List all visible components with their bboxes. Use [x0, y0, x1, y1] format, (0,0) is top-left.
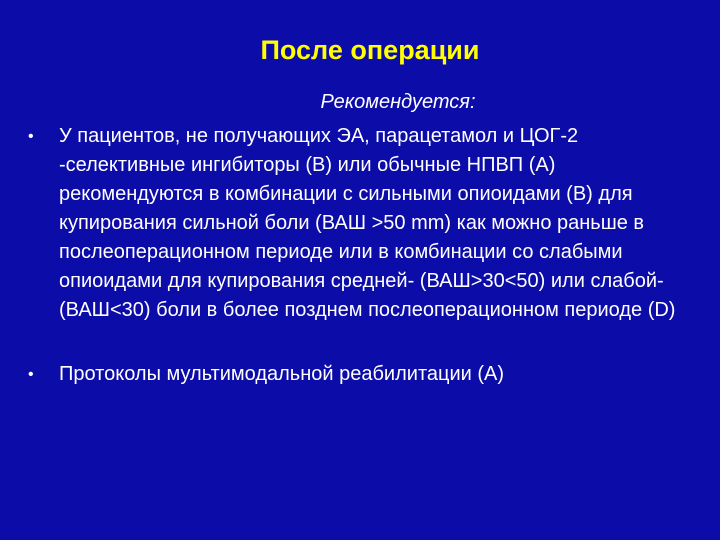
bullet-icon: •	[28, 366, 34, 383]
bullet-text: Протоколы мультимодальной реабилитации (A)	[59, 363, 505, 385]
slide-subtitle: Рекомендуется:	[320, 91, 476, 113]
bullet-item	[28, 122, 688, 325]
bullet-icon: •	[28, 128, 34, 145]
bullet-list	[28, 122, 688, 389]
slide-title: После операции	[260, 35, 480, 65]
bullet-text: У пациентов, не получающих ЭА, парацетамол и ЦОГ-2 -селективные ингибиторы (B) или обычные НПВП (A) рекомендуются в комбинации с сильными опиоидами (B) для купирования сильной боли (ВАШ >50 mm) как можно раньше в послеоперационном периоде или в комбинации со слабыми опиоидами для купирования средней- (ВАШ>30<50) или слабой- (ВАШ<30) боли в более позднем послеоперационном периоде (D)	[59, 125, 676, 321]
bullet-item	[28, 360, 688, 389]
